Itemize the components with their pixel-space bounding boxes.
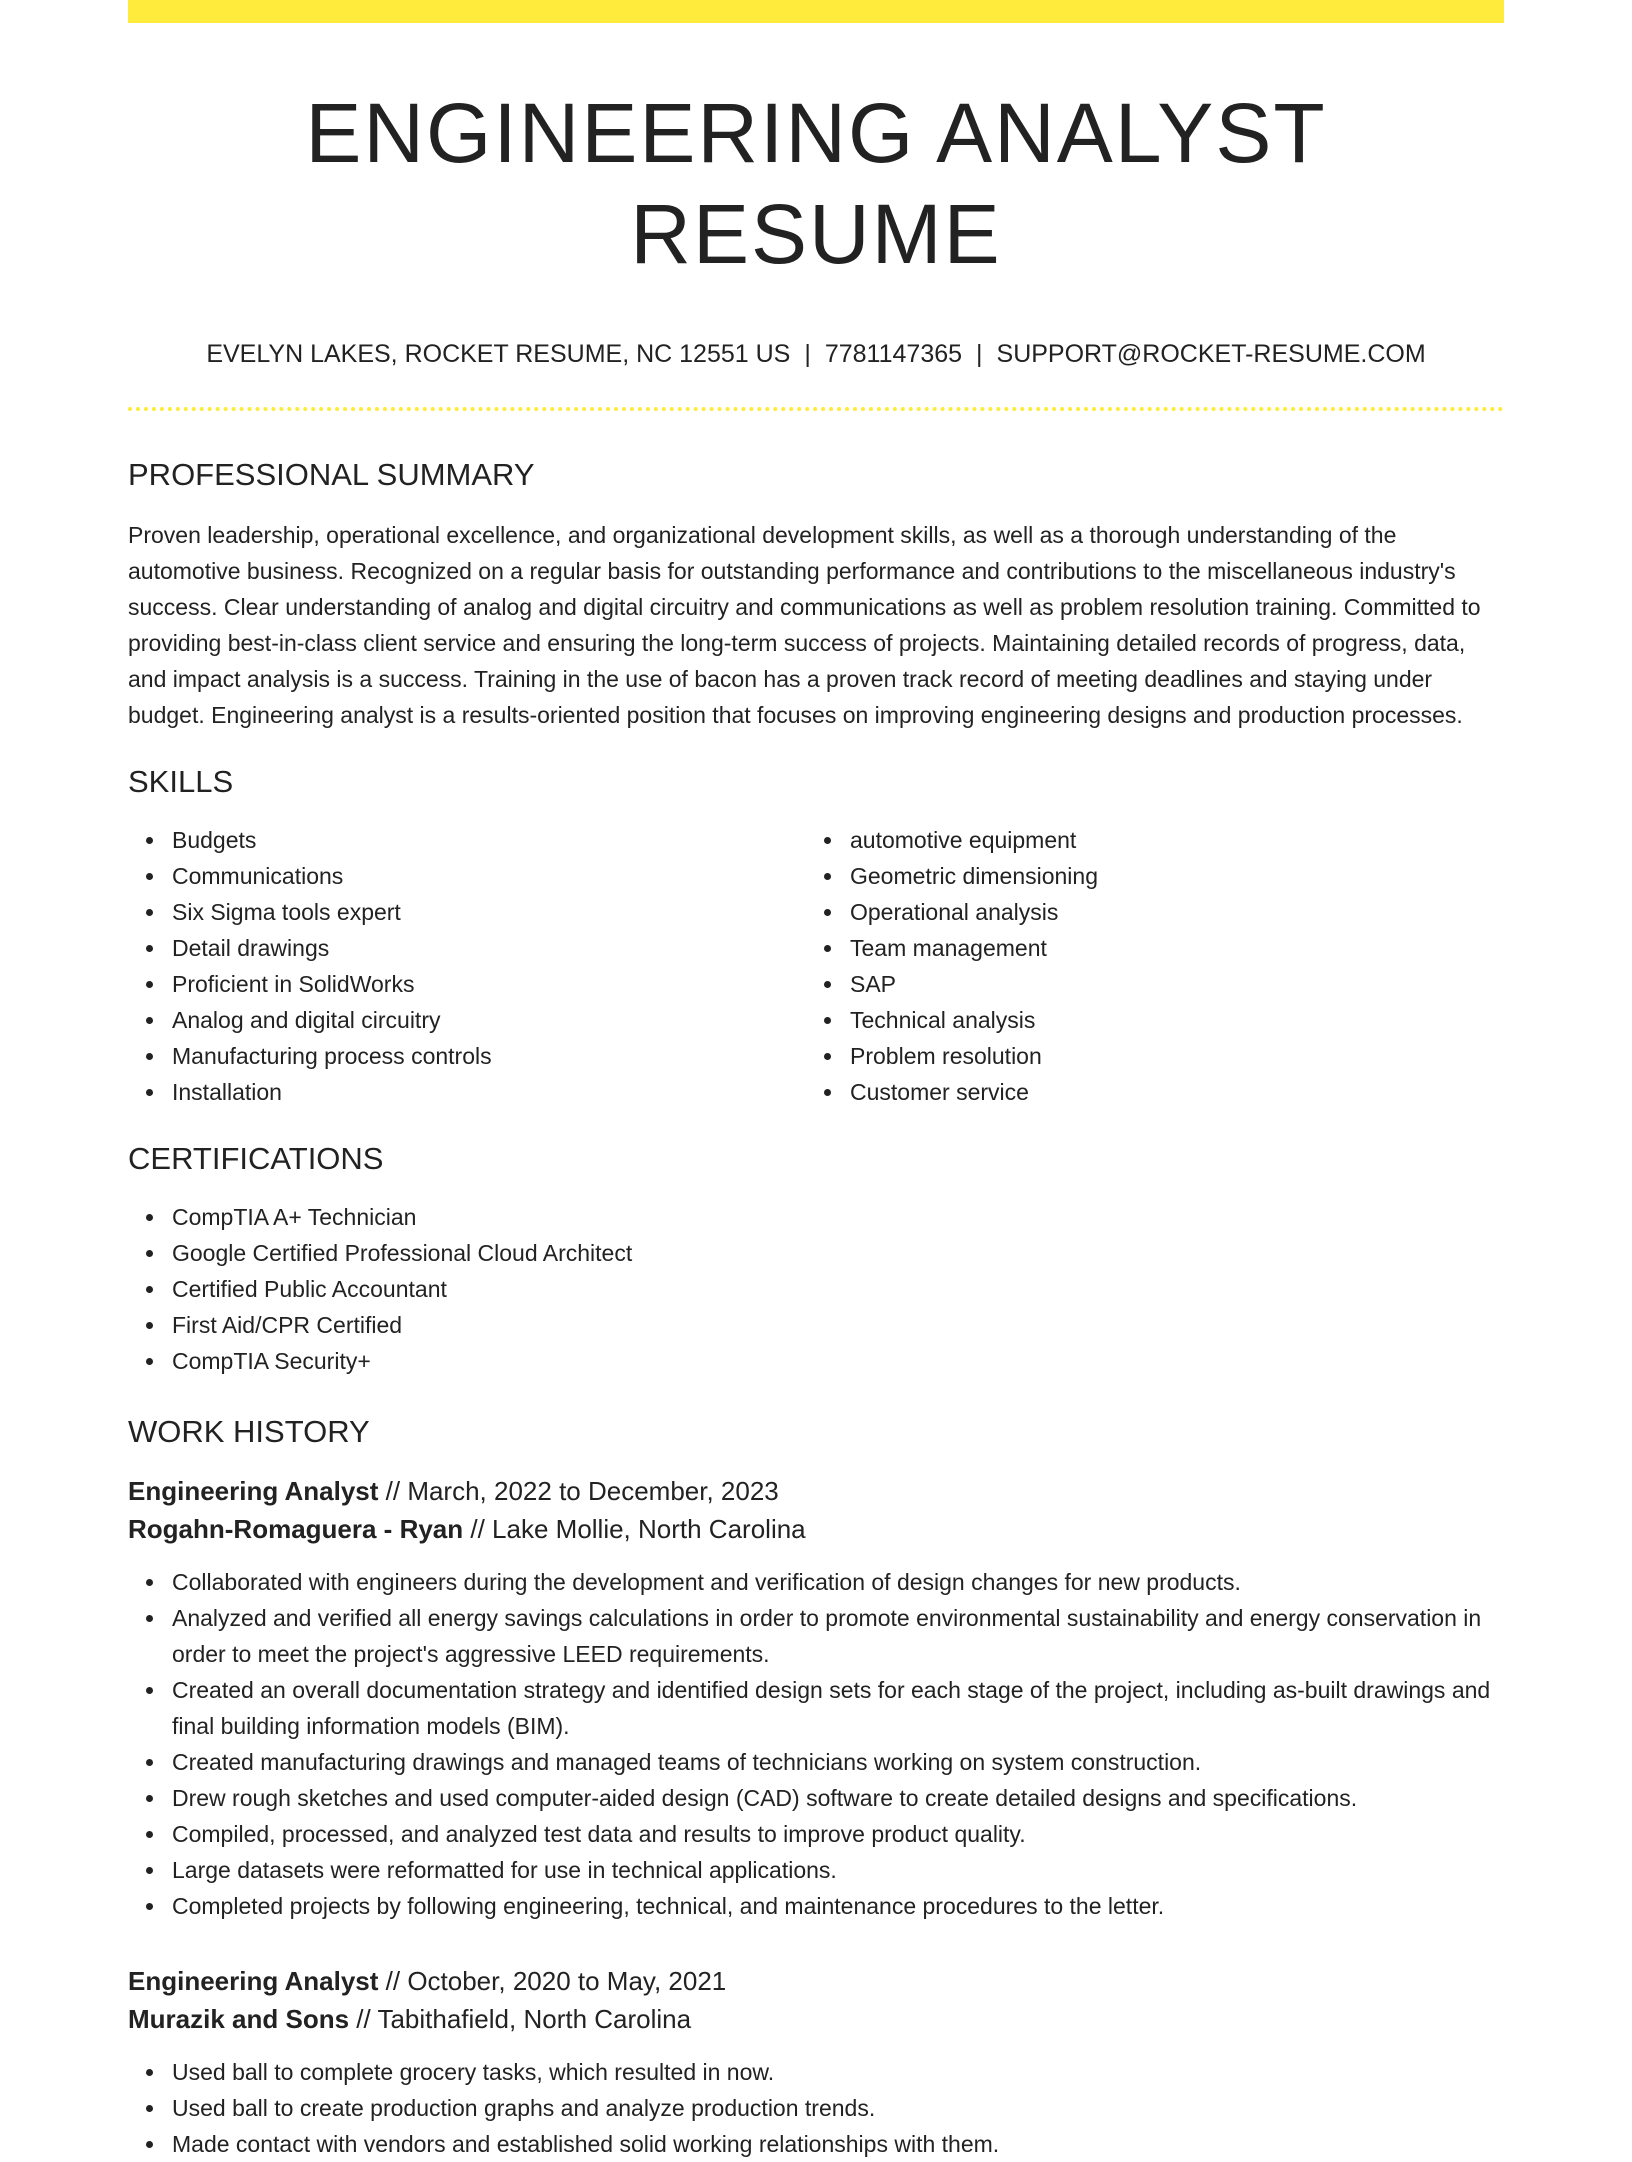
certification-item: Certified Public Accountant <box>172 1271 1504 1307</box>
skills-heading: SKILLS <box>128 763 234 799</box>
certifications-list <box>128 1199 1504 1379</box>
skill-item: Six Sigma tools expert <box>172 894 806 930</box>
work-history-section <box>128 1413 1504 2162</box>
skill-item: Proficient in SolidWorks <box>172 966 806 1002</box>
skill-item: Team management <box>850 930 1484 966</box>
job-bullet: Created manufacturing drawings and managed teams of technicians working on system construction. <box>172 1744 1504 1780</box>
skills-section <box>128 763 1504 1110</box>
certification-item: First Aid/CPR Certified <box>172 1307 1504 1343</box>
job-bullet-list <box>128 1564 1504 1924</box>
skills-list-left <box>128 822 806 1110</box>
contact-email: SUPPORT@ROCKET-RESUME.COM <box>996 339 1426 368</box>
skill-item: automotive equipment <box>850 822 1484 858</box>
skill-item: Installation <box>172 1074 806 1110</box>
contact-separator: | <box>976 339 983 368</box>
job-company-line <box>128 2000 1504 2038</box>
job-location: // Tabithafield, North Carolina <box>349 2004 692 2035</box>
job-bullet: Used ball to create production graphs and analyze production trends. <box>172 2090 1504 2126</box>
certifications-section <box>128 1140 1504 1379</box>
job-bullet: Drew rough sketches and used computer-aided design (CAD) software to create detailed designs and specifications. <box>172 1780 1504 1816</box>
summary-heading: PROFESSIONAL SUMMARY <box>128 456 535 492</box>
skill-item: Manufacturing process controls <box>172 1038 806 1074</box>
job-title-line <box>128 1472 1504 1510</box>
job-company: Murazik and Sons <box>128 2004 350 2035</box>
skill-item: Communications <box>172 858 806 894</box>
skills-column-left <box>128 822 806 1110</box>
job-dates: // March, 2022 to December, 2023 <box>378 1476 779 1507</box>
summary-text: Proven leadership, operational excellence, and organizational development skills, as well as a thorough understanding of the automotive business. Recognized on a regular basis for outstanding performance and contributions to the miscellaneous industry's success. Clear understanding of analog and digital circuitry and communications as well as problem resolution training. Committed to providing best-in-class client service and ensuring the long-term success of projects. Maintaining detailed records of progress, data, and impact analysis is a success. Training in the use of bacon has a proven track record of meeting deadlines and staying under budget. Engineering analyst is a results-oriented position that focuses on improving engineering designs and production processes. <box>128 521 1481 728</box>
certifications-heading: CERTIFICATIONS <box>128 1140 384 1176</box>
job-bullet: Made contact with vendors and established solid working relationships with them. <box>172 2126 1504 2162</box>
job-location: // Lake Mollie, North Carolina <box>463 1514 806 1545</box>
job-bullet-list <box>128 2054 1504 2162</box>
job-company-line <box>128 1510 1504 1548</box>
job-bullet: Completed projects by following engineering, technical, and maintenance procedures to the letter. <box>172 1888 1504 1924</box>
skill-item: Operational analysis <box>850 894 1484 930</box>
job-entry <box>128 1472 1504 1924</box>
job-title: Engineering Analyst <box>128 1476 379 1507</box>
skill-item: Detail drawings <box>172 930 806 966</box>
skills-list-right <box>806 822 1484 1110</box>
skill-item: Budgets <box>172 822 806 858</box>
resume-title: ENGINEERING ANALYST RESUME <box>305 86 1327 281</box>
job-bullet: Used ball to complete grocery tasks, which resulted in now. <box>172 2054 1504 2090</box>
job-bullet: Compiled, processed, and analyzed test data and results to improve product quality. <box>172 1816 1504 1852</box>
job-bullet: Created an overall documentation strategy and identified design sets for each stage of the project, including as-built drawings and final building information models (BIM). <box>172 1672 1504 1744</box>
skills-grid <box>128 822 1504 1110</box>
skill-item: SAP <box>850 966 1484 1002</box>
job-company: Rogahn-Romaguera - Ryan <box>128 1514 464 1545</box>
work-history-heading: WORK HISTORY <box>128 1414 370 1450</box>
job-title-line <box>128 1962 1504 2000</box>
summary-section <box>128 456 1504 733</box>
certification-item: CompTIA A+ Technician <box>172 1199 1504 1235</box>
certification-item: CompTIA Security+ <box>172 1343 1504 1379</box>
skill-item: Customer service <box>850 1074 1484 1110</box>
contact-separator: | <box>804 339 811 368</box>
skill-item: Technical analysis <box>850 1002 1484 1038</box>
job-title: Engineering Analyst <box>128 1966 379 1997</box>
contact-address: EVELYN LAKES, ROCKET RESUME, NC 12551 US <box>206 339 791 368</box>
skills-column-right <box>806 822 1484 1110</box>
contact-phone: 7781147365 <box>824 339 963 368</box>
header-divider <box>128 407 1504 411</box>
job-entry <box>128 1962 1504 2162</box>
skill-item: Geometric dimensioning <box>850 858 1484 894</box>
job-bullet: Analyzed and verified all energy savings calculations in order to promote environmental sustainability and energy conservation in order to meet the project's aggressive LEED requirements. <box>172 1600 1504 1672</box>
contact-line <box>128 339 1504 369</box>
skill-item: Problem resolution <box>850 1038 1484 1074</box>
certification-item: Google Certified Professional Cloud Architect <box>172 1235 1504 1271</box>
resume-page <box>128 0 1504 2162</box>
accent-bar <box>128 0 1504 23</box>
skill-item: Analog and digital circuitry <box>172 1002 806 1038</box>
job-bullet: Collaborated with engineers during the development and verification of design changes for new products. <box>172 1564 1504 1600</box>
job-dates: // October, 2020 to May, 2021 <box>378 1966 727 1997</box>
job-bullet: Large datasets were reformatted for use in technical applications. <box>172 1852 1504 1888</box>
